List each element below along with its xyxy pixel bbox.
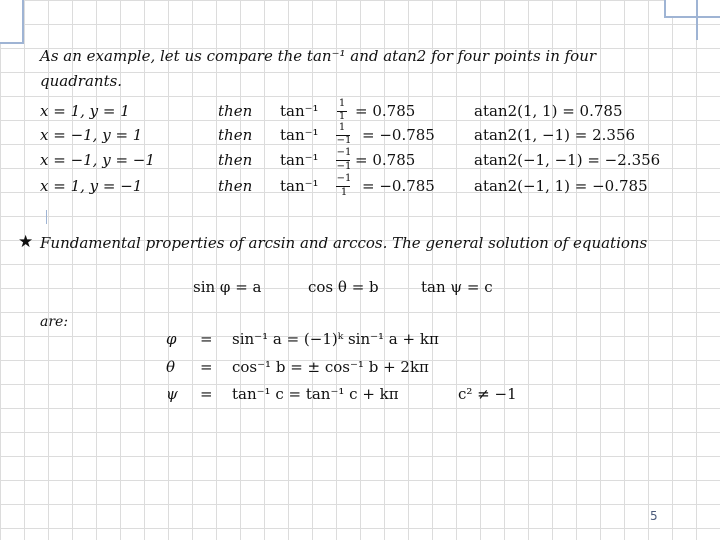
arctan-value: = 0.785 <box>355 102 416 120</box>
are-label: are: <box>40 314 69 330</box>
arctan-value: = −0.785 <box>362 177 435 195</box>
arctan-label: tan⁻¹ <box>280 151 319 169</box>
solution-condition: c² ≠ −1 <box>458 385 517 403</box>
solution-rhs: tan⁻¹ c = tan⁻¹ c + kπ <box>232 385 399 403</box>
solution-lhs: θ <box>166 358 176 376</box>
star-bullet-icon: ★ <box>18 232 34 252</box>
arctan-label: tan⁻¹ <box>280 126 319 144</box>
solution-lhs: ψ <box>166 385 178 403</box>
equation-cos: cos θ = b <box>308 278 379 296</box>
page-number: 5 <box>650 509 658 523</box>
solution-lhs: φ <box>166 330 177 348</box>
intro-line-1: As an example, let us compare the tan⁻¹ and atan2 for four points in four <box>40 47 597 65</box>
arctan-label: tan⁻¹ <box>280 102 319 120</box>
section-heading: Fundamental properties of arcsin and arccos. The general solution of equations <box>40 234 648 252</box>
solution-equals: = <box>200 385 213 403</box>
then-cell: then <box>218 102 253 120</box>
fraction-denominator: −1 <box>336 135 352 146</box>
arctan-label: tan⁻¹ <box>280 177 319 195</box>
point-cell: x = 1, y = −1 <box>40 177 143 195</box>
atan2-cell: atan2(−1, 1) = −0.785 <box>474 177 648 195</box>
point-cell: x = −1, y = 1 <box>40 126 143 144</box>
atan2-cell: atan2(1, −1) = 2.356 <box>474 126 636 144</box>
solution-equals: = <box>200 358 213 376</box>
margin-tick-mark <box>46 210 47 224</box>
intro-line-2: quadrants. <box>40 72 123 90</box>
solution-rhs: cos⁻¹ b = ± cos⁻¹ b + 2kπ <box>232 358 429 376</box>
fraction-denominator: 1 <box>338 111 346 122</box>
point-cell: x = 1, y = 1 <box>40 102 130 120</box>
corner-decoration-top-left <box>0 0 24 44</box>
fraction-denominator: −1 <box>336 161 352 172</box>
then-cell: then <box>218 126 253 144</box>
atan2-cell: atan2(−1, −1) = −2.356 <box>474 151 661 169</box>
fraction-numerator: −1 <box>336 173 352 184</box>
atan2-cell: atan2(1, 1) = 0.785 <box>474 102 623 120</box>
equation-sin: sin φ = a <box>193 278 262 296</box>
fraction-numerator: −1 <box>336 147 352 158</box>
solution-rhs: sin⁻¹ a = (−1)ᵏ sin⁻¹ a + kπ <box>232 330 439 348</box>
corner-decoration-line-right <box>696 0 698 40</box>
corner-decoration-top-right <box>664 0 720 18</box>
fraction-denominator: 1 <box>340 187 348 198</box>
point-cell: x = −1, y = −1 <box>40 151 155 169</box>
fraction-numerator: 1 <box>338 122 346 133</box>
arctan-value: = 0.785 <box>355 151 416 169</box>
solution-equals: = <box>200 330 213 348</box>
equation-tan: tan ψ = c <box>421 278 493 296</box>
arctan-value: = −0.785 <box>362 126 435 144</box>
then-cell: then <box>218 177 253 195</box>
fraction-numerator: 1 <box>338 98 346 109</box>
then-cell: then <box>218 151 253 169</box>
